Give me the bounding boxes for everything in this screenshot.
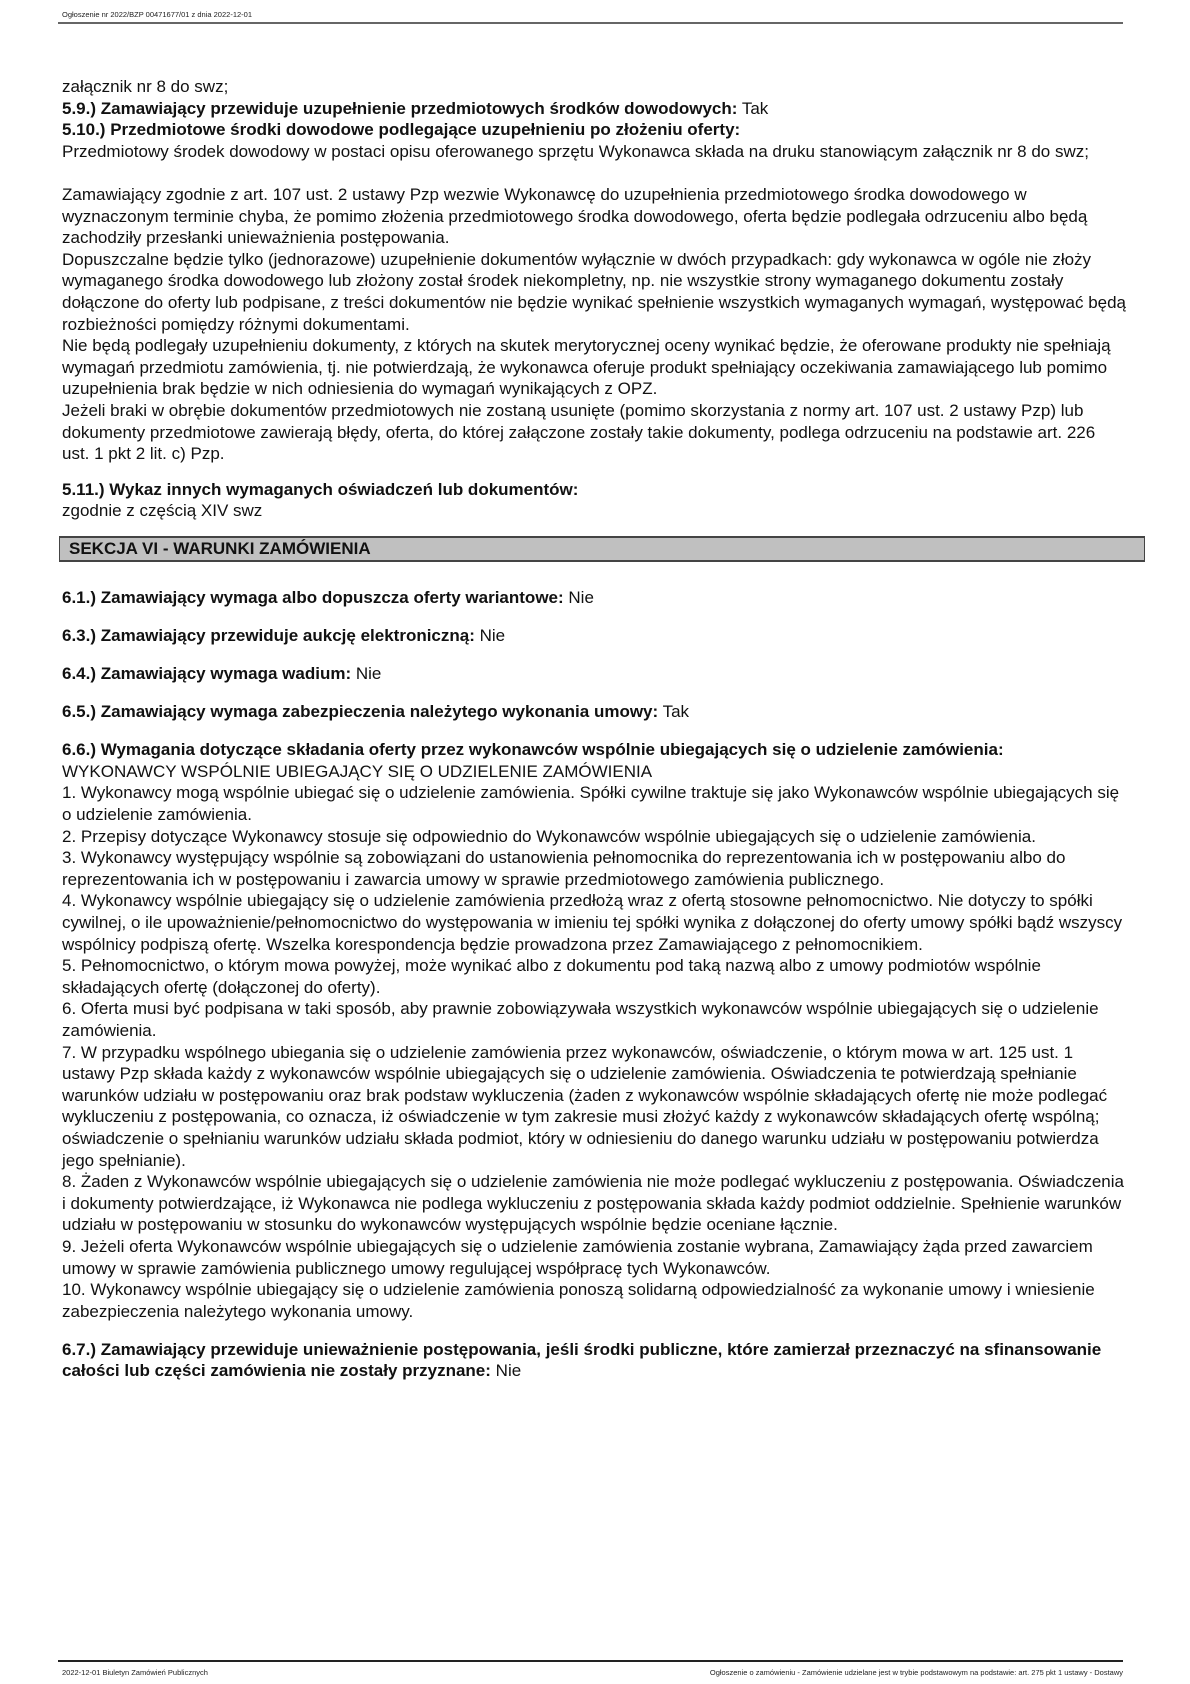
item-6-4-label: 6.4.) Zamawiający wymaga wadium: xyxy=(62,664,352,684)
item-5-11-answer: zgodnie z częścią XIV swz xyxy=(62,501,263,521)
item-5-10-paragraph: Przedmiotowy środek dowodowy w postaci opisu oferowanego sprzętu Wykonawca składa na druku stanowiącym załącznik nr 8 do swz; xyxy=(62,141,1089,161)
item-6-1-label: 6.1.) Zamawiający wymaga albo dopuszcza oferty wariantowe: xyxy=(62,587,564,607)
item-6-3 xyxy=(62,625,1127,647)
header-divider xyxy=(58,22,1123,24)
item-5-10-label: 5.10.) Przedmiotowe środki dowodowe podlegające uzupełnieniu po złożeniu oferty: xyxy=(62,120,741,140)
item-5-9-answer: Tak xyxy=(741,98,769,118)
footer-notice-type: Ogłoszenie o zamówieniu - Zamówienie udzielane jest w trybie podstawowym na podstawie: art. 275 pkt 1 ustawy - Dostawy xyxy=(709,1667,1123,1677)
item-6-6-point: 9. Jeżeli oferta Wykonawców wspólnie ubiegających się o udzielenie zamówienia zostanie wybrana, Zamawiający żąda przed zawarciem umowy w sprawie zamówienia publicznego umowy regulującej współpracę tych Wykonawców. xyxy=(62,1236,1093,1278)
item-5-9 xyxy=(62,98,1127,120)
intro-line: załącznik nr 8 do swz; xyxy=(62,77,229,96)
item-5-10-paragraph: Jeżeli braki w obrębie dokumentów przedmiotowych nie zostaną usunięte (pomimo skorzystania z normy art. 107 ust. 2 ustawy Pzp) lub dokumenty przedmiotowe zawierają błędy, oferta, do której załączone zostały takie dokumenty, podlega odrzuceniu na podstawie art. 226 ust. 1 pkt 2 lit. c) Pzp. xyxy=(62,400,1096,464)
item-6-6-point: 5. Pełnomocnictwo, o którym mowa powyżej, może wynikać albo z dokumentu pod taką nazwą albo z umowy podmiotów wspólnie składających ofertę (dołączonej do oferty). xyxy=(62,956,1041,997)
item-5-10-paragraph: Nie będą podlegały uzupełnieniu dokumenty, z których na skutek merytorycznej oceny wynikać będzie, że oferowane produkty nie spełniają wymagań przedmiotu zamówienia, tj. nie potwierdzają, że wykonawca oferuje produkt spełniający oczekiwania zamawiającego lub pomimo uzupełnienia brak będzie w nich odniesienia do wymagań wynikających z OPZ. xyxy=(62,336,1111,399)
item-6-4 xyxy=(62,663,1127,685)
item-6-5 xyxy=(62,701,1127,723)
footer-publication: 2022-12-01 Biuletyn Zamówień Publicznych xyxy=(62,1667,208,1677)
item-6-6-point: 1. Wykonawcy mogą wspólnie ubiegać się o udzielenie zamówienia. Spółki cywilne traktuje się jako Wykonawców wspólnie ubiegających się o udzielenie zamówienia. xyxy=(62,783,1120,825)
item-5-10-paragraph: Zamawiający zgodnie z art. 107 ust. 2 ustawy Pzp wezwie Wykonawcę do uzupełnienia przedmiotowego środka dowodowego w wyznaczonym terminie chyba, że pomimo złożenia przedmiotowego środka dowodowego, oferta będzie podlegała odrzuceniu albo będą zachodziły przesłanki unieważnienia postępowania. xyxy=(62,184,1088,248)
item-6-7 xyxy=(62,1339,1127,1382)
item-6-6-label: 6.6.) Wymagania dotyczące składania oferty przez wykonawców wspólnie ubiegających się o udzielenie zamówienia: xyxy=(62,740,1004,760)
item-6-6 xyxy=(62,739,1127,1322)
paragraph-gap xyxy=(62,162,1127,184)
item-6-6-point: 7. W przypadku wspólnego ubiegania się o udzielenie zamówienia przez wykonawców, oświadczenie, o którym mowa w art. 125 ust. 1 ustawy Pzp składa każdy z wykonawców wspólnie ubiegających się o udzielenie zamówienia. Oświadczenia te potwierdzają spełnianie warunków udziału w postępowaniu oraz brak podstaw wykluczenia (żaden z wykonawców wspólnie składających ofertę nie może podlegać wykluczeniu z postępowania, co oznacza, iż oświadczenie w tym zakresie musi złożyć każdy z wykonawców składających ofertę wspólną; oświadczenie o spełnianiu warunków udziału składa podmiot, który w odniesieniu do danego warunku udziału w postępowaniu potwierdza jego spełnianie). xyxy=(62,1042,1108,1170)
item-6-6-point: 6. Oferta musi być podpisana w taki sposób, aby prawnie zobowiązywała wszystkich wykonawców wspólnie ubiegających się o udzielenie zamówienia. xyxy=(62,999,1099,1040)
item-5-11 xyxy=(62,479,1127,522)
item-6-5-answer: Tak xyxy=(662,702,690,722)
item-6-6-point: 3. Wykonawcy występujący wspólnie są zobowiązani do ustanowienia pełnomocnika do reprezentowania ich w postępowaniu albo do reprezentowania ich w postępowaniu i zawarcia umowy w sprawie przedmiotowego zamówienia publicznego. xyxy=(62,848,1066,889)
item-5-11-label: 5.11.) Wykaz innych wymaganych oświadczeń lub dokumentów: xyxy=(62,479,579,499)
item-6-6-point: 8. Żaden z Wykonawców wspólnie ubiegających się o udzielenie zamówienia nie może podlegać wykluczeniu z postępowania. Oświadczenia i dokumenty potwierdzające, iż Wykonawca nie podlega wykluczeniu z postępowania składa każdy podmiot oddzielnie. Spełnienie warunków udziału w postępowaniu w stosunku do wykonawców występujących wspólnie będzie oceniane łącznie. xyxy=(62,1172,1124,1235)
page-header xyxy=(58,8,1123,24)
item-5-10 xyxy=(62,119,1127,465)
item-6-4-answer: Nie xyxy=(355,664,382,684)
item-6-3-label: 6.3.) Zamawiający przewiduje aukcję elektroniczną: xyxy=(62,625,475,645)
item-5-9-label: 5.9.) Zamawiający przewiduje uzupełnienie przedmiotowych środków dowodowych: xyxy=(62,98,738,118)
item-6-6-heading: WYKONAWCY WSPÓLNIE UBIEGAJĄCY SIĘ O UDZIELENIE ZAMÓWIENIA xyxy=(62,761,653,781)
item-6-3-answer: Nie xyxy=(479,625,506,645)
page-footer xyxy=(58,1660,1123,1677)
item-6-7-answer: Nie xyxy=(495,1361,522,1381)
item-6-6-point: 4. Wykonawcy wspólnie ubiegający się o udzielenie zamówienia przedłożą wraz z ofertą stosowne pełnomocnictwo. Nie dotyczy to spółki cywilnej, o ile upoważnienie/pełnomocnictwo do występowania w imieniu tej spółki wynika z dołączonej do oferty umowy spółki bądź wszyscy wspólnicy podpiszą ofertę. Wszelka korespondencja będzie prowadzona przez Zamawiającego z pełnomocnikiem. xyxy=(62,891,1123,954)
item-5-10-paragraph: Dopuszczalne będzie tylko (jednorazowe) uzupełnienie dokumentów wyłącznie w dwóch przypadkach: gdy wykonawca w ogóle nie złoży wymaganego środka dowodowego lub złożony został środek niekompletny, np. nie wszystkie strony wymaganego dokumentu zostały dołączone do oferty lub podpisane, z treści dokumentów nie będzie wynikać spełnienie wszystkich wymaganych wymagań, występować będą rozbieżności pomiędzy różnymi dokumentami. xyxy=(62,249,1127,334)
item-6-6-point: 10. Wykonawcy wspólnie ubiegający się o udzielenie zamówienia ponoszą solidarną odpowiedzialność za wykonanie umowy i wniesienie zabezpieczenia należytego wykonania umowy. xyxy=(62,1280,1095,1321)
item-6-1-answer: Nie xyxy=(568,587,594,607)
section-vi-heading: SEKCJA VI - WARUNKI ZAMÓWIENIA xyxy=(59,536,1145,562)
header-notice-number: Ogłoszenie nr 2022/BZP 00471677/01 z dnia 2022-12-01 xyxy=(62,10,253,19)
item-6-6-point: 2. Przepisy dotyczące Wykonawcy stosuje się odpowiednio do Wykonawców wspólnie ubiegających się o udzielenie zamówienia. xyxy=(62,826,1036,846)
item-6-1 xyxy=(62,587,1127,609)
item-6-7-label: 6.7.) Zamawiający przewiduje unieważnienie postępowania, jeśli środki publiczne, które zamierzał przeznaczyć na sfinansowanie całości lub części zamówienia nie zostały przyznane: xyxy=(62,1339,1102,1381)
document-content xyxy=(62,76,1127,1382)
item-6-5-label: 6.5.) Zamawiający wymaga zabezpieczenia należytego wykonania umowy: xyxy=(62,702,659,722)
